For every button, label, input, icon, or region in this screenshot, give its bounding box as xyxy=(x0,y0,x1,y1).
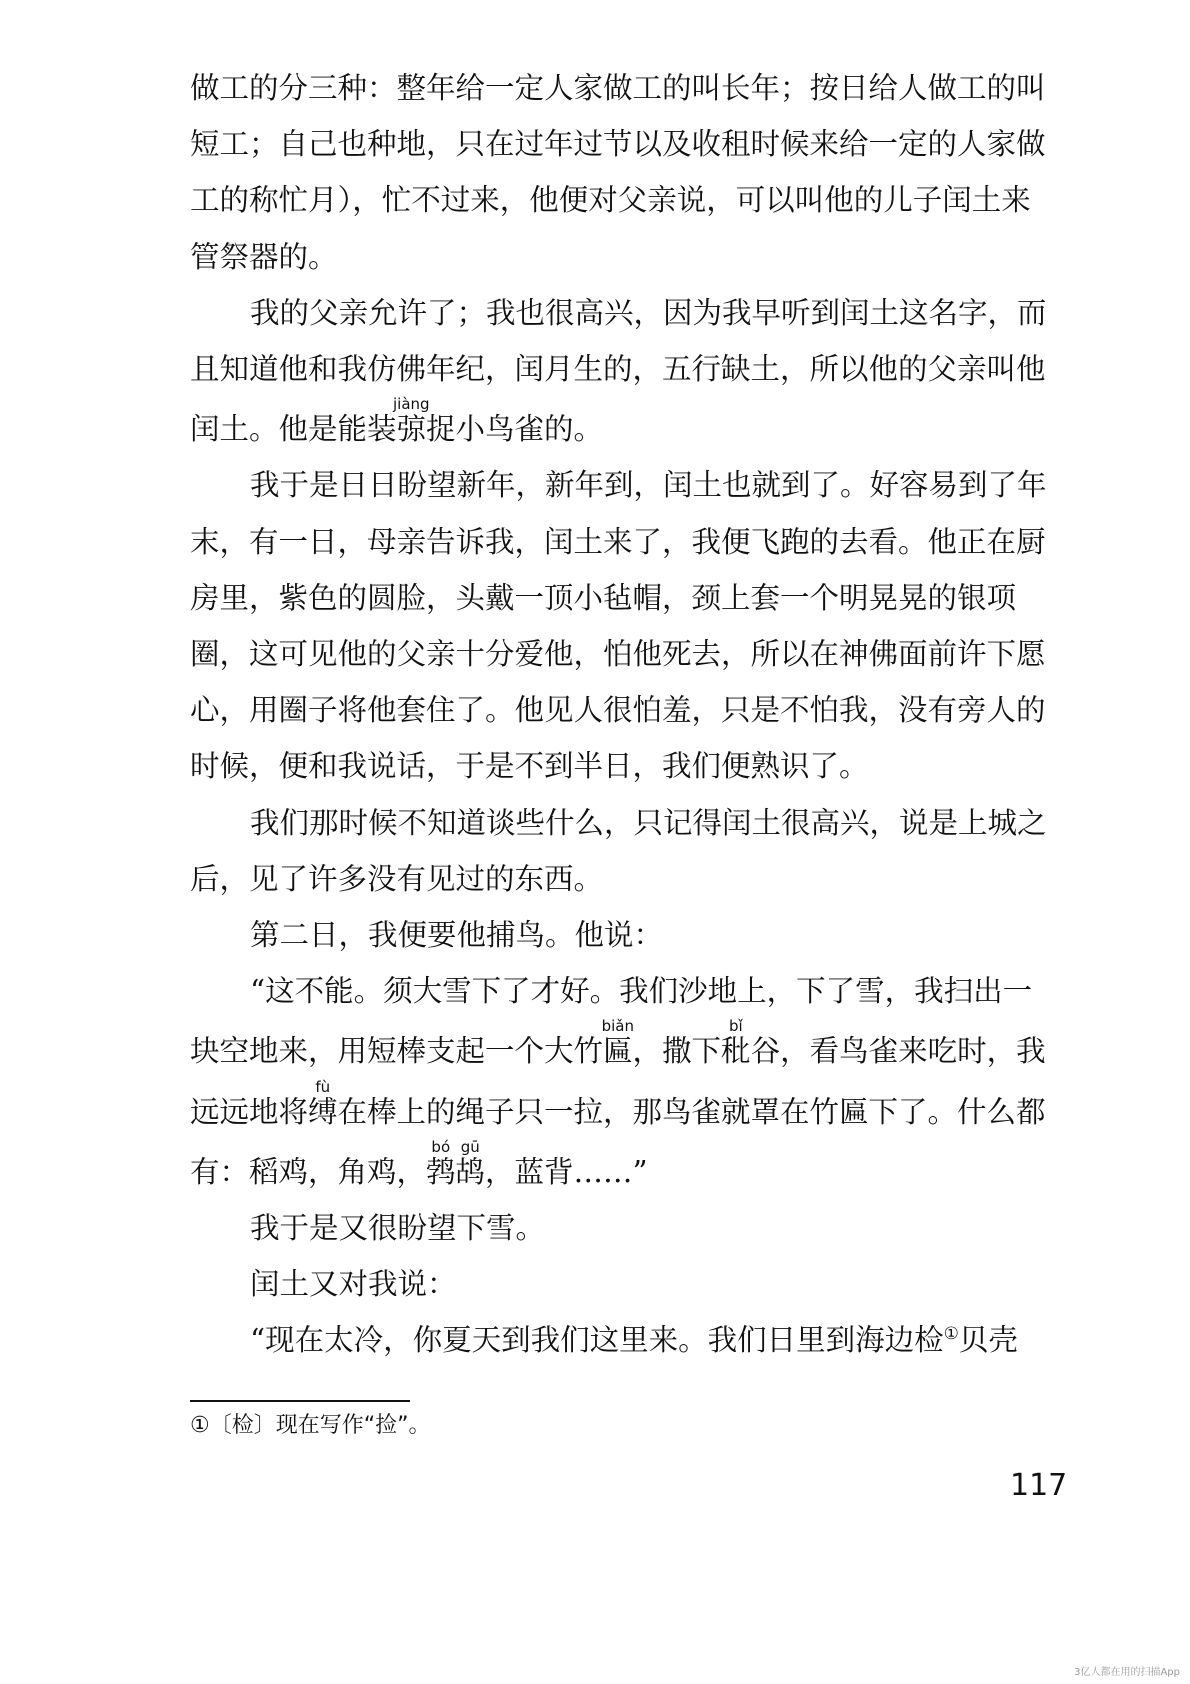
ruby-annotation xyxy=(601,1017,634,1069)
pinyin: biǎn xyxy=(601,1017,634,1036)
page-number: 117 xyxy=(1010,1468,1068,1503)
text-line: 闰土又对我说： xyxy=(250,1267,457,1302)
pinyin: bó xyxy=(426,1137,456,1156)
ruby-annotation xyxy=(426,1137,456,1189)
text-line: 我于是又很盼望下雪。 xyxy=(250,1211,546,1246)
text-segment: ，蓝背……” xyxy=(485,1154,648,1189)
ruby-annotation xyxy=(455,1137,486,1189)
text-line: 且知道他和我仿佛年纪，闰月生的，五行缺土，所以他的父亲叫他 xyxy=(190,352,1046,387)
ruby-annotation xyxy=(308,1077,338,1129)
text-line: “这不能。须大雪下了才好。我们沙地上，下了雪，我扫出一 xyxy=(250,974,1033,1009)
text-line: 圈，这可见他的父亲十分爱他，怕他死去，所以在神佛面前许下愿 xyxy=(190,637,1046,672)
text-segment: 远远地将 xyxy=(190,1094,309,1129)
text-line: 管祭器的。 xyxy=(190,239,338,274)
text-line: 心，用圈子将他套住了。他见人很怕羞，只是不怕我，没有旁人的 xyxy=(190,693,1046,728)
scanner-watermark: 3亿人都在用的扫描App xyxy=(1074,1667,1180,1678)
ruby-char: 秕 xyxy=(721,1034,751,1069)
ruby-annotation xyxy=(721,1017,751,1069)
footnote-marker: ① xyxy=(943,1324,959,1345)
text-line: 时候，便和我说话，于是不到半日，我们便熟识了。 xyxy=(190,749,869,784)
ruby-char: 弶 xyxy=(393,412,430,447)
text-line: 末，有一日，母亲告诉我，闰土来了，我便飞跑的去看。他正在厨 xyxy=(190,524,1046,559)
text-line xyxy=(190,1312,1070,1368)
body-text xyxy=(190,60,1070,1369)
text-line xyxy=(190,1137,1070,1200)
ruby-annotation xyxy=(393,395,430,447)
pinyin: bǐ xyxy=(721,1017,751,1036)
text-line xyxy=(190,1019,1070,1079)
text-segment: 谷，看鸟雀来吃时，我 xyxy=(750,1034,1046,1069)
ruby-char: 匾 xyxy=(601,1034,634,1069)
pinyin: gū xyxy=(455,1137,486,1156)
text-segment: 捉小鸟雀的。 xyxy=(426,412,604,447)
text-line: 房里，紫色的圆脸，头戴一顶小毡帽，颈上套一个明晃晃的银项 xyxy=(190,580,1017,615)
text-line: 我的父亲允许了；我也很高兴，因为我早听到闰土这名字，而 xyxy=(250,295,1047,330)
text-line: 我于是日日盼望新年，新年到，闰土也就到了。好容易到了年 xyxy=(250,468,1047,503)
text-line: 工的称忙月），忙不过来，他便对父亲说，可以叫他的儿子闰土来 xyxy=(190,183,1031,218)
footnote: ①〔检〕现在写作“捡”。 xyxy=(190,1413,431,1438)
text-line: 第二日，我便要他捕鸟。他说： xyxy=(250,918,664,953)
ruby-char: 鹁 xyxy=(426,1154,456,1189)
text-segment: 贝壳 xyxy=(958,1323,1018,1358)
text-line xyxy=(190,1077,1070,1140)
text-line: 我们那时候不知道谈些什么，只记得闰土很高兴，说是上城之 xyxy=(250,805,1047,840)
pinyin: fù xyxy=(308,1077,338,1096)
text-segment: ，撒下 xyxy=(632,1034,722,1069)
pinyin: jiàng xyxy=(393,395,430,414)
text-line: 后，见了许多没有见过的东西。 xyxy=(190,861,604,896)
ruby-char: 缚 xyxy=(308,1094,338,1129)
text-segment: 闰土。他是能装 xyxy=(190,412,397,447)
footnote-divider xyxy=(190,1400,410,1402)
text-line xyxy=(190,397,1070,457)
text-segment: 在棒上的绳子只一拉，那鸟雀就罩在竹匾下了。什么都 xyxy=(337,1094,1046,1129)
ruby-char: 鸪 xyxy=(455,1154,486,1189)
text-line: 短工；自己也种地，只在过年过节以及收租时候来给一定的人家做 xyxy=(190,127,1046,162)
text-segment: 有：稻鸡，角鸡， xyxy=(190,1154,427,1189)
text-line: 做工的分三种：整年给一定人家做工的叫长年；按日给人做工的叫 xyxy=(190,71,1046,105)
text-segment: 块空地来，用短棒支起一个大竹 xyxy=(190,1034,604,1069)
text-segment: “现在太冷，你夏天到我们这里来。我们日里到海边检 xyxy=(250,1323,944,1358)
